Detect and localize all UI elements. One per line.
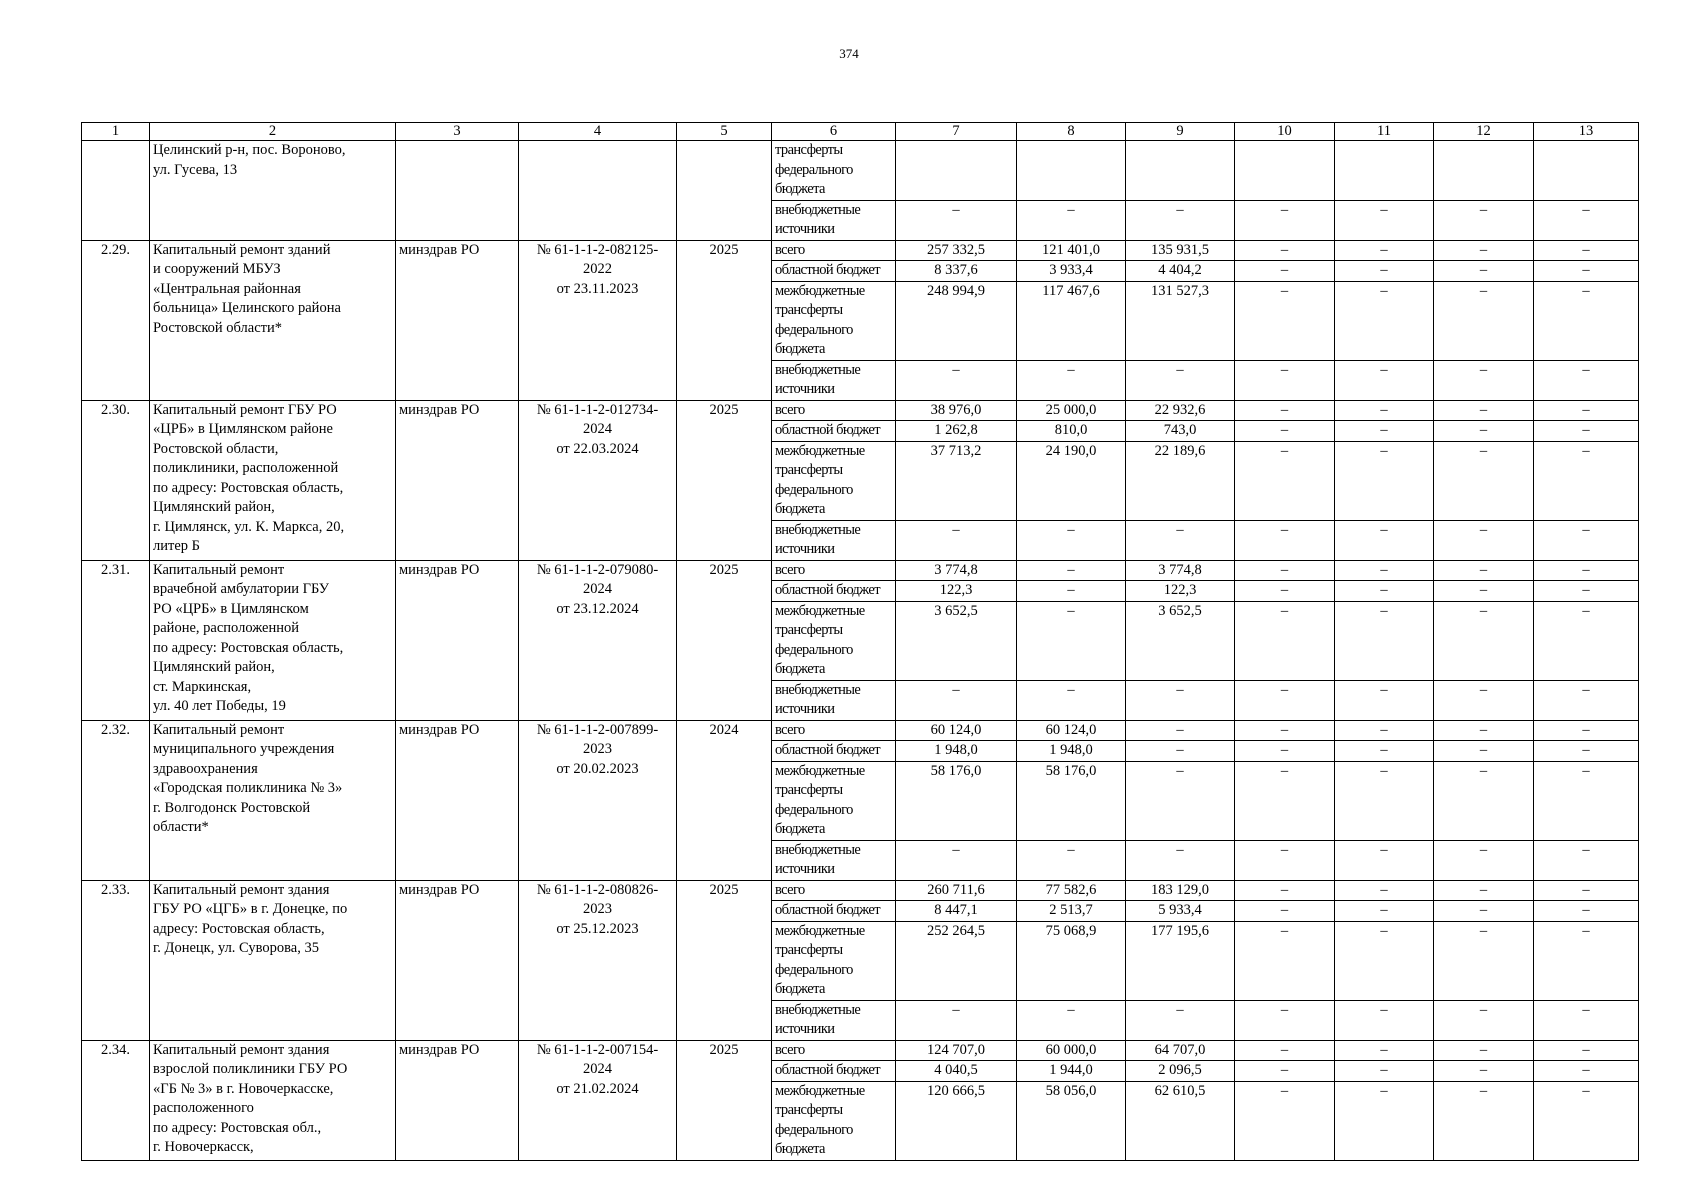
table-row: [82, 1040, 1639, 1061]
amount-cell: –: [1126, 360, 1235, 400]
amount-cell: –: [1126, 680, 1235, 720]
amount-cell: 257 332,5: [896, 240, 1017, 261]
amount-cell: –: [1126, 761, 1235, 840]
amount-cell: –: [1335, 400, 1434, 421]
amount-cell: –: [1235, 441, 1335, 520]
amount-cell: –: [1235, 581, 1335, 602]
amount-cell: 3 652,5: [896, 601, 1017, 680]
amount-cell: 58 176,0: [896, 761, 1017, 840]
funding-source: областной бюджет: [772, 581, 896, 602]
amount-cell: –: [1335, 901, 1434, 922]
header-cell-8: 8: [1017, 123, 1126, 141]
amount-cell: –: [1335, 261, 1434, 282]
amount-cell: 38 976,0: [896, 400, 1017, 421]
funding-source: внебюджетные источники: [772, 360, 896, 400]
item-year: 2024: [677, 720, 772, 880]
amount-cell: [1017, 141, 1126, 201]
header-cell-2: 2: [150, 123, 396, 141]
item-organization: минздрав РО: [396, 720, 519, 880]
amount-cell: 117 467,6: [1017, 281, 1126, 360]
amount-cell: –: [1335, 200, 1434, 240]
amount-cell: –: [1534, 281, 1639, 360]
amount-cell: 135 931,5: [1126, 240, 1235, 261]
funding-source: межбюджетные трансферты федерального бюджета: [772, 441, 896, 520]
amount-cell: 58 056,0: [1017, 1081, 1126, 1160]
amount-cell: –: [1434, 741, 1534, 762]
funding-source: всего: [772, 400, 896, 421]
item-number: 2.30.: [82, 400, 150, 560]
item-registration: № 61-1-1-2-012734- 2024 от 22.03.2024: [519, 400, 677, 560]
amount-cell: –: [1126, 520, 1235, 560]
amount-cell: 124 707,0: [896, 1040, 1017, 1061]
amount-cell: –: [1434, 441, 1534, 520]
item-registration: № 61-1-1-2-007154- 2024 от 21.02.2024: [519, 1040, 677, 1160]
amount-cell: –: [1235, 601, 1335, 680]
amount-cell: 8 447,1: [896, 901, 1017, 922]
item-organization: минздрав РО: [396, 400, 519, 560]
amount-cell: –: [1126, 200, 1235, 240]
funding-source: межбюджетные трансферты федерального бюджета: [772, 1081, 896, 1160]
funding-source: межбюджетные трансферты федерального бюджета: [772, 921, 896, 1000]
amount-cell: 2 513,7: [1017, 901, 1126, 922]
amount-cell: 37 713,2: [896, 441, 1017, 520]
amount-cell: –: [1335, 840, 1434, 880]
amount-cell: –: [1235, 741, 1335, 762]
amount-cell: –: [1335, 741, 1434, 762]
amount-cell: –: [1017, 581, 1126, 602]
amount-cell: –: [1434, 520, 1534, 560]
amount-cell: –: [1434, 601, 1534, 680]
amount-cell: –: [896, 360, 1017, 400]
amount-cell: –: [1534, 741, 1639, 762]
amount-cell: –: [1434, 581, 1534, 602]
amount-cell: –: [1434, 1061, 1534, 1082]
amount-cell: –: [1235, 360, 1335, 400]
budget-table: [81, 122, 1639, 1161]
amount-cell: –: [1017, 360, 1126, 400]
item-name: Капитальный ремонт муниципального учреждения здравоохранения «Городская поликлиника № 3» г. Волгодонск Ростовской области*: [150, 720, 396, 880]
funding-source: трансферты федерального бюджета: [772, 141, 896, 201]
amount-cell: 75 068,9: [1017, 921, 1126, 1000]
table-row: [82, 880, 1639, 901]
amount-cell: 177 195,6: [1126, 921, 1235, 1000]
amount-cell: –: [1235, 560, 1335, 581]
amount-cell: –: [1335, 520, 1434, 560]
amount-cell: –: [1534, 400, 1639, 421]
table-row: [82, 560, 1639, 581]
table-row: [82, 720, 1639, 741]
amount-cell: [896, 141, 1017, 201]
amount-cell: –: [896, 520, 1017, 560]
amount-cell: –: [1335, 441, 1434, 520]
amount-cell: [1126, 141, 1235, 201]
funding-source: областной бюджет: [772, 1061, 896, 1082]
amount-cell: –: [1534, 901, 1639, 922]
amount-cell: –: [1235, 261, 1335, 282]
header-row: [82, 123, 1639, 141]
amount-cell: –: [1335, 601, 1434, 680]
page-number: 374: [839, 46, 859, 61]
item-year: 2025: [677, 400, 772, 560]
amount-cell: –: [1335, 421, 1434, 442]
item-registration: [519, 141, 677, 241]
amount-cell: –: [1235, 281, 1335, 360]
amount-cell: –: [1534, 240, 1639, 261]
amount-cell: –: [1534, 261, 1639, 282]
item-name: Капитальный ремонт здания ГБУ РО «ЦГБ» в г. Донецке, по адресу: Ростовская область, г. Донецк, ул. Суворова, 35: [150, 880, 396, 1040]
amount-cell: [1434, 141, 1534, 201]
amount-cell: 121 401,0: [1017, 240, 1126, 261]
amount-cell: 8 337,6: [896, 261, 1017, 282]
amount-cell: –: [1534, 520, 1639, 560]
amount-cell: –: [1534, 581, 1639, 602]
amount-cell: –: [1126, 741, 1235, 762]
amount-cell: 24 190,0: [1017, 441, 1126, 520]
amount-cell: –: [1434, 680, 1534, 720]
amount-cell: –: [1235, 720, 1335, 741]
amount-cell: 3 774,8: [896, 560, 1017, 581]
amount-cell: –: [896, 680, 1017, 720]
amount-cell: –: [1434, 761, 1534, 840]
funding-source: внебюджетные источники: [772, 200, 896, 240]
funding-source: всего: [772, 880, 896, 901]
amount-cell: –: [1335, 240, 1434, 261]
amount-cell: 4 404,2: [1126, 261, 1235, 282]
item-name: Капитальный ремонт ГБУ РО «ЦРБ» в Цимлянском районе Ростовской области, поликлиники, расположенной по адресу: Ростовская область, Цимлянский район, г. Цимлянск, ул. К. Маркса, 20, литер Б: [150, 400, 396, 560]
amount-cell: –: [1534, 560, 1639, 581]
amount-cell: 3 774,8: [1126, 560, 1235, 581]
amount-cell: 77 582,6: [1017, 880, 1126, 901]
amount-cell: –: [1017, 1000, 1126, 1040]
amount-cell: 5 933,4: [1126, 901, 1235, 922]
funding-source: межбюджетные трансферты федерального бюджета: [772, 761, 896, 840]
funding-source: внебюджетные источники: [772, 840, 896, 880]
amount-cell: –: [1534, 200, 1639, 240]
funding-source: внебюджетные источники: [772, 520, 896, 560]
amount-cell: –: [1235, 921, 1335, 1000]
amount-cell: –: [1434, 921, 1534, 1000]
amount-cell: –: [1235, 240, 1335, 261]
amount-cell: 810,0: [1017, 421, 1126, 442]
amount-cell: 60 124,0: [1017, 720, 1126, 741]
amount-cell: –: [1235, 680, 1335, 720]
item-organization: минздрав РО: [396, 240, 519, 400]
item-registration: № 61-1-1-2-079080- 2024 от 23.12.2024: [519, 560, 677, 720]
amount-cell: –: [1434, 360, 1534, 400]
amount-cell: 3 652,5: [1126, 601, 1235, 680]
amount-cell: –: [1335, 921, 1434, 1000]
item-registration: № 61-1-1-2-080826- 2023 от 25.12.2023: [519, 880, 677, 1040]
item-name: Капитальный ремонт врачебной амбулатории ГБУ РО «ЦРБ» в Цимлянском районе, расположенной по адресу: Ростовская область, Цимлянский район, ст. Маркинская, ул. 40 лет Победы, 19: [150, 560, 396, 720]
item-name: Целинский р-н, пос. Вороново, ул. Гусева, 13: [150, 141, 396, 241]
amount-cell: –: [1335, 281, 1434, 360]
funding-source: всего: [772, 240, 896, 261]
amount-cell: 22 189,6: [1126, 441, 1235, 520]
amount-cell: –: [1335, 1061, 1434, 1082]
amount-cell: –: [1335, 720, 1434, 741]
amount-cell: –: [1235, 840, 1335, 880]
amount-cell: 2 096,5: [1126, 1061, 1235, 1082]
amount-cell: –: [1235, 1081, 1335, 1160]
amount-cell: [1335, 141, 1434, 201]
amount-cell: –: [1534, 761, 1639, 840]
amount-cell: –: [1235, 520, 1335, 560]
item-number: 2.34.: [82, 1040, 150, 1160]
amount-cell: –: [1235, 200, 1335, 240]
funding-source: всего: [772, 560, 896, 581]
item-organization: минздрав РО: [396, 880, 519, 1040]
item-registration: № 61-1-1-2-007899- 2023 от 20.02.2023: [519, 720, 677, 880]
amount-cell: 58 176,0: [1017, 761, 1126, 840]
amount-cell: –: [1534, 601, 1639, 680]
amount-cell: –: [1534, 1000, 1639, 1040]
table-row: [82, 400, 1639, 421]
funding-source: всего: [772, 720, 896, 741]
amount-cell: –: [1534, 360, 1639, 400]
amount-cell: 25 000,0: [1017, 400, 1126, 421]
amount-cell: –: [1126, 840, 1235, 880]
item-registration: № 61-1-1-2-082125- 2022 от 23.11.2023: [519, 240, 677, 400]
item-organization: минздрав РО: [396, 1040, 519, 1160]
item-number: 2.33.: [82, 880, 150, 1040]
amount-cell: –: [1434, 200, 1534, 240]
amount-cell: –: [1017, 520, 1126, 560]
amount-cell: –: [1434, 421, 1534, 442]
funding-source: областной бюджет: [772, 421, 896, 442]
amount-cell: –: [896, 200, 1017, 240]
amount-cell: [1235, 141, 1335, 201]
amount-cell: –: [1126, 720, 1235, 741]
amount-cell: –: [1017, 200, 1126, 240]
amount-cell: 1 944,0: [1017, 1061, 1126, 1082]
amount-cell: –: [1335, 1000, 1434, 1040]
amount-cell: –: [1434, 1000, 1534, 1040]
table-body: [82, 123, 1639, 1161]
item-number: [82, 141, 150, 241]
item-year: 2025: [677, 1040, 772, 1160]
header-cell-11: 11: [1335, 123, 1434, 141]
amount-cell: –: [1434, 261, 1534, 282]
amount-cell: –: [1434, 1040, 1534, 1061]
header-cell-3: 3: [396, 123, 519, 141]
amount-cell: –: [1235, 761, 1335, 840]
amount-cell: –: [1335, 1081, 1434, 1160]
amount-cell: –: [1534, 680, 1639, 720]
amount-cell: –: [896, 1000, 1017, 1040]
funding-source: внебюджетные источники: [772, 1000, 896, 1040]
item-name: Капитальный ремонт зданий и сооружений МБУЗ «Центральная районная больница» Целинского района Ростовской области*: [150, 240, 396, 400]
amount-cell: –: [1235, 1040, 1335, 1061]
item-organization: [396, 141, 519, 241]
item-year: 2025: [677, 560, 772, 720]
table-row: [82, 141, 1639, 201]
amount-cell: –: [1235, 1000, 1335, 1040]
amount-cell: –: [1017, 560, 1126, 581]
amount-cell: 60 124,0: [896, 720, 1017, 741]
header-cell-1: 1: [82, 123, 150, 141]
amount-cell: –: [1235, 901, 1335, 922]
amount-cell: –: [1335, 1040, 1434, 1061]
header-cell-10: 10: [1235, 123, 1335, 141]
header-cell-13: 13: [1534, 123, 1639, 141]
amount-cell: –: [1335, 880, 1434, 901]
amount-cell: 1 948,0: [896, 741, 1017, 762]
amount-cell: –: [1235, 400, 1335, 421]
amount-cell: 122,3: [896, 581, 1017, 602]
item-year: 2025: [677, 240, 772, 400]
amount-cell: –: [1335, 761, 1434, 840]
amount-cell: –: [1534, 1081, 1639, 1160]
amount-cell: 260 711,6: [896, 880, 1017, 901]
amount-cell: 4 040,5: [896, 1061, 1017, 1082]
amount-cell: –: [1434, 840, 1534, 880]
amount-cell: –: [1235, 880, 1335, 901]
amount-cell: –: [1335, 360, 1434, 400]
item-organization: минздрав РО: [396, 560, 519, 720]
amount-cell: –: [1335, 560, 1434, 581]
amount-cell: 1 262,8: [896, 421, 1017, 442]
amount-cell: –: [1534, 921, 1639, 1000]
amount-cell: –: [1126, 1000, 1235, 1040]
item-number: 2.29.: [82, 240, 150, 400]
funding-source: областной бюджет: [772, 261, 896, 282]
table-row: [82, 240, 1639, 261]
item-number: 2.31.: [82, 560, 150, 720]
amount-cell: –: [1534, 880, 1639, 901]
amount-cell: 252 264,5: [896, 921, 1017, 1000]
amount-cell: –: [1534, 840, 1639, 880]
header-cell-5: 5: [677, 123, 772, 141]
amount-cell: 60 000,0: [1017, 1040, 1126, 1061]
amount-cell: –: [1434, 720, 1534, 741]
item-number: 2.32.: [82, 720, 150, 880]
funding-source: межбюджетные трансферты федерального бюджета: [772, 601, 896, 680]
amount-cell: –: [1434, 240, 1534, 261]
amount-cell: –: [1235, 1061, 1335, 1082]
amount-cell: –: [1434, 281, 1534, 360]
amount-cell: –: [1434, 901, 1534, 922]
amount-cell: 122,3: [1126, 581, 1235, 602]
amount-cell: 131 527,3: [1126, 281, 1235, 360]
header-cell-6: 6: [772, 123, 896, 141]
amount-cell: –: [1017, 601, 1126, 680]
amount-cell: 3 933,4: [1017, 261, 1126, 282]
amount-cell: –: [1434, 400, 1534, 421]
header-cell-12: 12: [1434, 123, 1534, 141]
amount-cell: [1534, 141, 1639, 201]
amount-cell: –: [1335, 680, 1434, 720]
amount-cell: 248 994,9: [896, 281, 1017, 360]
amount-cell: 64 707,0: [1126, 1040, 1235, 1061]
amount-cell: 120 666,5: [896, 1081, 1017, 1160]
amount-cell: –: [1434, 880, 1534, 901]
item-name: Капитальный ремонт здания взрослой поликлиники ГБУ РО «ГБ № 3» в г. Новочеркасске, расположенного по адресу: Ростовская обл., г. Новочеркасск,: [150, 1040, 396, 1160]
amount-cell: –: [1434, 1081, 1534, 1160]
amount-cell: –: [1534, 720, 1639, 741]
funding-source: областной бюджет: [772, 741, 896, 762]
funding-source: внебюджетные источники: [772, 680, 896, 720]
amount-cell: –: [1235, 421, 1335, 442]
funding-source: областной бюджет: [772, 901, 896, 922]
item-year: [677, 141, 772, 241]
amount-cell: 62 610,5: [1126, 1081, 1235, 1160]
amount-cell: 22 932,6: [1126, 400, 1235, 421]
amount-cell: 1 948,0: [1017, 741, 1126, 762]
header-cell-7: 7: [896, 123, 1017, 141]
amount-cell: –: [1017, 840, 1126, 880]
amount-cell: 183 129,0: [1126, 880, 1235, 901]
amount-cell: 743,0: [1126, 421, 1235, 442]
amount-cell: –: [896, 840, 1017, 880]
item-year: 2025: [677, 880, 772, 1040]
header-cell-9: 9: [1126, 123, 1235, 141]
amount-cell: –: [1534, 421, 1639, 442]
amount-cell: –: [1534, 1040, 1639, 1061]
amount-cell: –: [1534, 1061, 1639, 1082]
amount-cell: –: [1017, 680, 1126, 720]
funding-source: всего: [772, 1040, 896, 1061]
funding-source: межбюджетные трансферты федерального бюджета: [772, 281, 896, 360]
amount-cell: –: [1534, 441, 1639, 520]
amount-cell: –: [1434, 560, 1534, 581]
amount-cell: –: [1335, 581, 1434, 602]
header-cell-4: 4: [519, 123, 677, 141]
